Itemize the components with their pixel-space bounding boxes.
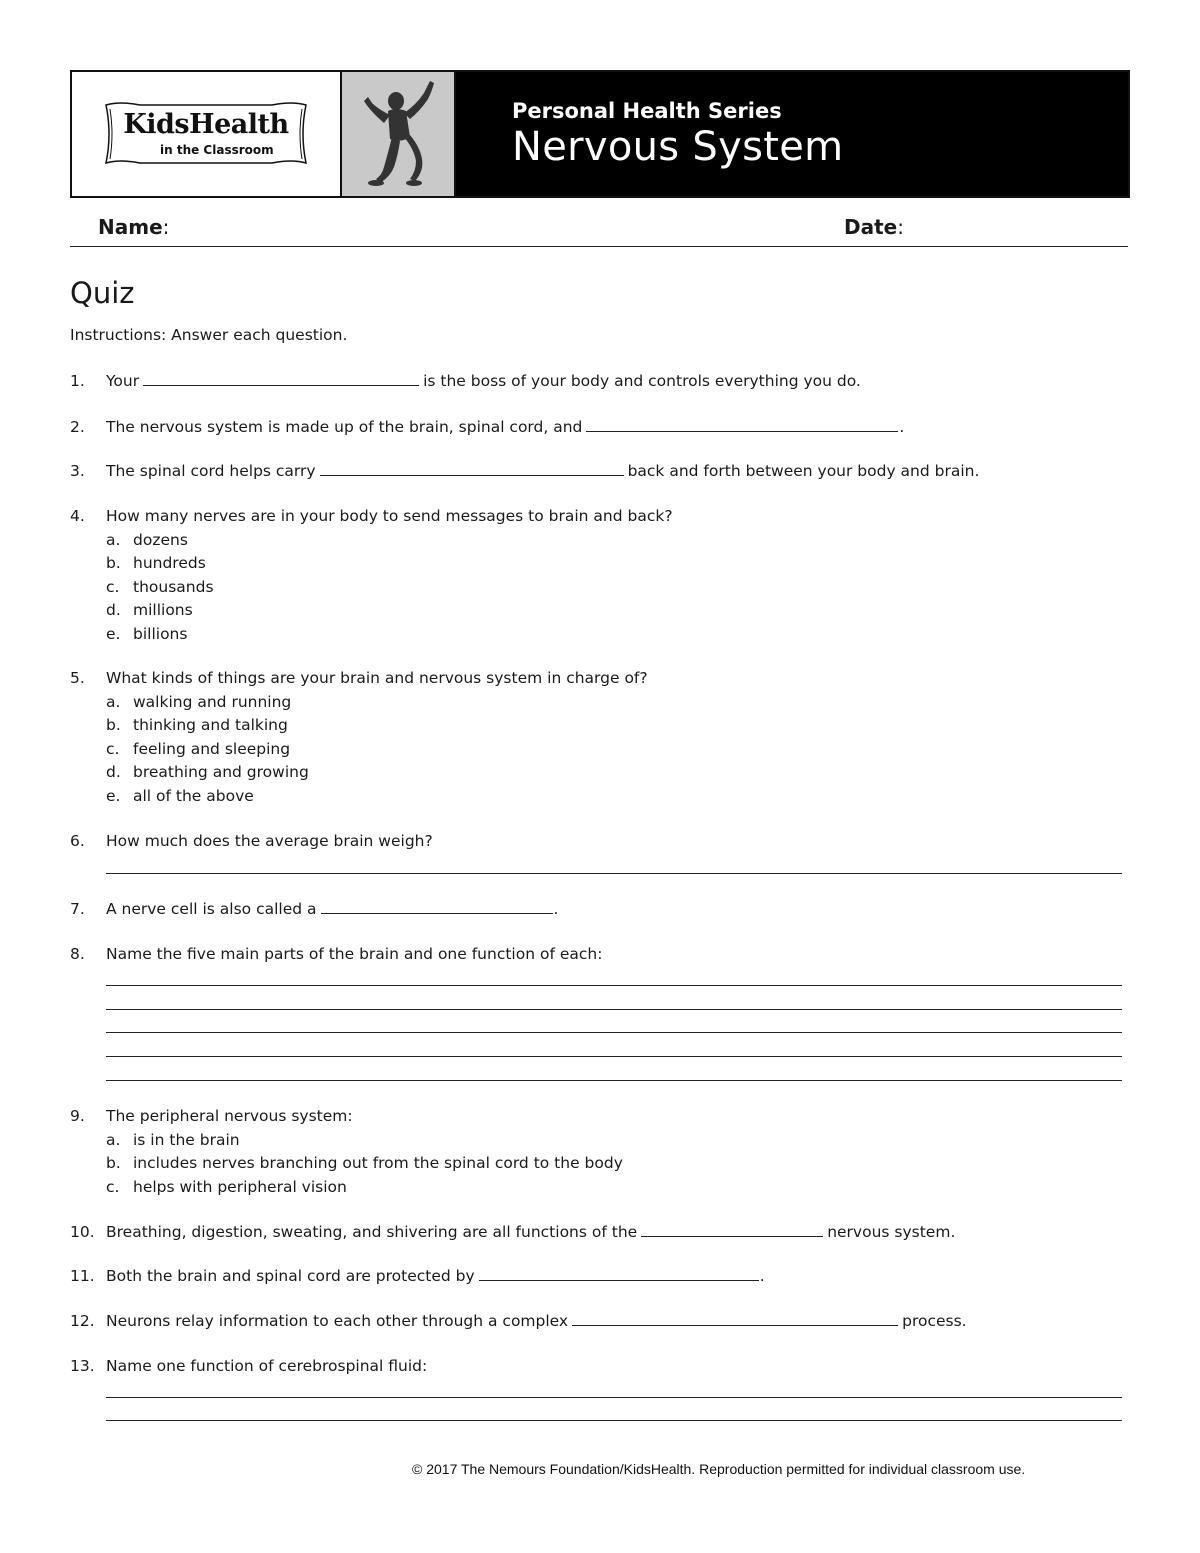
page-title: Nervous System <box>512 124 844 170</box>
name-colon: : <box>162 215 170 239</box>
option-letter: b. <box>106 1154 121 1172</box>
option-e[interactable] <box>106 623 214 647</box>
question-number: 9. <box>70 1107 85 1125</box>
name-date-line <box>70 215 1128 247</box>
quiz-instructions: Instructions: Answer each question. <box>70 326 348 344</box>
option-letter: b. <box>106 554 121 572</box>
option-a[interactable] <box>106 691 309 715</box>
option-c[interactable] <box>106 576 214 600</box>
option-text: thinking and talking <box>133 716 288 734</box>
question-text: A nerve cell is also called a <box>106 900 317 918</box>
option-b[interactable] <box>106 552 214 576</box>
question-number: 10. <box>70 1223 95 1241</box>
question-text: nervous system. <box>827 1223 956 1241</box>
option-text: dozens <box>133 530 188 549</box>
question-text: The peripheral nervous system: <box>106 1107 353 1125</box>
logo-box <box>72 72 342 196</box>
question-number: 13. <box>70 1357 95 1375</box>
options-list <box>106 1129 623 1200</box>
question-text: process. <box>902 1312 967 1330</box>
question-text: . <box>899 418 905 436</box>
option-text: feeling and sleeping <box>133 739 291 758</box>
question-text: . <box>759 1267 765 1285</box>
option-text: breathing and growing <box>133 763 309 781</box>
answer-line[interactable] <box>106 985 1122 986</box>
option-letter: a. <box>106 530 121 549</box>
question-number: 8. <box>70 945 85 963</box>
option-d[interactable] <box>106 761 309 785</box>
question-text: Your <box>106 372 140 390</box>
option-text: walking and running <box>133 692 292 711</box>
option-letter: c. <box>106 577 120 596</box>
option-a[interactable] <box>106 529 214 553</box>
option-letter: a. <box>106 1130 121 1149</box>
option-b[interactable] <box>106 1152 623 1176</box>
header-banner <box>70 70 1130 198</box>
option-a[interactable] <box>106 1129 623 1153</box>
copyright-footer: © 2017 The Nemours Foundation/KidsHealth. Reproduction permitted for individual classroom use. <box>412 1461 1026 1477</box>
quiz-heading: Quiz <box>70 276 135 310</box>
answer-blank[interactable] <box>586 416 898 432</box>
option-letter: e. <box>106 624 121 643</box>
date-label: Date <box>844 215 898 239</box>
logo-subtitle: in the Classroom <box>160 143 274 157</box>
options-list <box>106 691 309 809</box>
option-e[interactable] <box>106 785 309 809</box>
answer-line[interactable] <box>106 1397 1122 1398</box>
option-text: is in the brain <box>133 1130 240 1149</box>
option-letter: c. <box>106 1177 120 1196</box>
question-number: 12. <box>70 1312 95 1330</box>
option-c[interactable] <box>106 738 309 762</box>
option-letter: b. <box>106 716 121 734</box>
jumping-person-icon <box>358 75 438 193</box>
question-text: Both the brain and spinal cord are protected by <box>106 1267 475 1285</box>
kidshealth-logo <box>100 99 312 169</box>
question-text: Breathing, digestion, sweating, and shivering are all functions of the <box>106 1223 638 1241</box>
answer-line[interactable] <box>106 1420 1122 1421</box>
answer-blank[interactable] <box>572 1310 898 1326</box>
question-number: 3. <box>70 462 85 480</box>
question-number: 5. <box>70 669 85 687</box>
question-text: Name one function of cerebrospinal fluid: <box>106 1357 428 1375</box>
option-text: millions <box>133 601 193 619</box>
option-text: hundreds <box>133 554 206 572</box>
answer-line[interactable] <box>106 1056 1122 1057</box>
question-text: . <box>553 900 559 918</box>
name-field[interactable] <box>98 215 169 239</box>
option-c[interactable] <box>106 1176 623 1200</box>
option-letter: d. <box>106 601 121 619</box>
answer-line[interactable] <box>106 1032 1122 1033</box>
option-text: includes nerves branching out from the spinal cord to the body <box>133 1154 623 1172</box>
logo-wordmark: KidsHealth <box>123 109 289 140</box>
series-label: Personal Health Series <box>512 99 782 123</box>
option-letter: a. <box>106 692 121 711</box>
question-text: Name the five main parts of the brain and one function of each: <box>106 945 603 963</box>
question-text: What kinds of things are your brain and nervous system in charge of? <box>106 669 648 687</box>
option-letter: e. <box>106 786 121 805</box>
option-text: helps with peripheral vision <box>133 1177 347 1196</box>
question-number: 6. <box>70 832 85 850</box>
option-text: thousands <box>133 577 214 596</box>
option-text: billions <box>133 624 188 643</box>
option-b[interactable] <box>106 714 309 738</box>
answer-blank[interactable] <box>143 370 419 386</box>
question-number: 7. <box>70 900 85 918</box>
question-text: How many nerves are in your body to send messages to brain and back? <box>106 507 673 525</box>
name-label: Name <box>98 215 163 239</box>
question-number: 11. <box>70 1267 95 1285</box>
question-text: The nervous system is made up of the brain, spinal cord, and <box>106 418 583 436</box>
question-text: The spinal cord helps carry <box>106 462 316 480</box>
answer-line[interactable] <box>106 873 1122 874</box>
answer-blank[interactable] <box>321 898 553 914</box>
option-text: all of the above <box>133 786 254 805</box>
question-number: 4. <box>70 507 85 525</box>
title-panel <box>456 72 1128 196</box>
answer-line[interactable] <box>106 1080 1122 1081</box>
option-letter: d. <box>106 763 121 781</box>
question-text: Neurons relay information to each other through a complex <box>106 1312 569 1330</box>
options-list <box>106 529 214 647</box>
question-text: is the boss of your body and controls everything you do. <box>423 372 861 390</box>
answer-line[interactable] <box>106 1009 1122 1010</box>
option-letter: c. <box>106 739 120 758</box>
answer-blank[interactable] <box>479 1265 759 1281</box>
answer-blank[interactable] <box>641 1221 823 1237</box>
question-number: 2. <box>70 418 85 436</box>
question-text: How much does the average brain weigh? <box>106 832 433 850</box>
question-number: 1. <box>70 372 85 390</box>
date-field[interactable] <box>844 215 904 239</box>
date-colon: : <box>897 215 904 239</box>
figure-panel <box>342 72 456 196</box>
option-d[interactable] <box>106 599 214 623</box>
answer-blank[interactable] <box>320 460 624 476</box>
question-text: back and forth between your body and brain. <box>627 462 980 480</box>
